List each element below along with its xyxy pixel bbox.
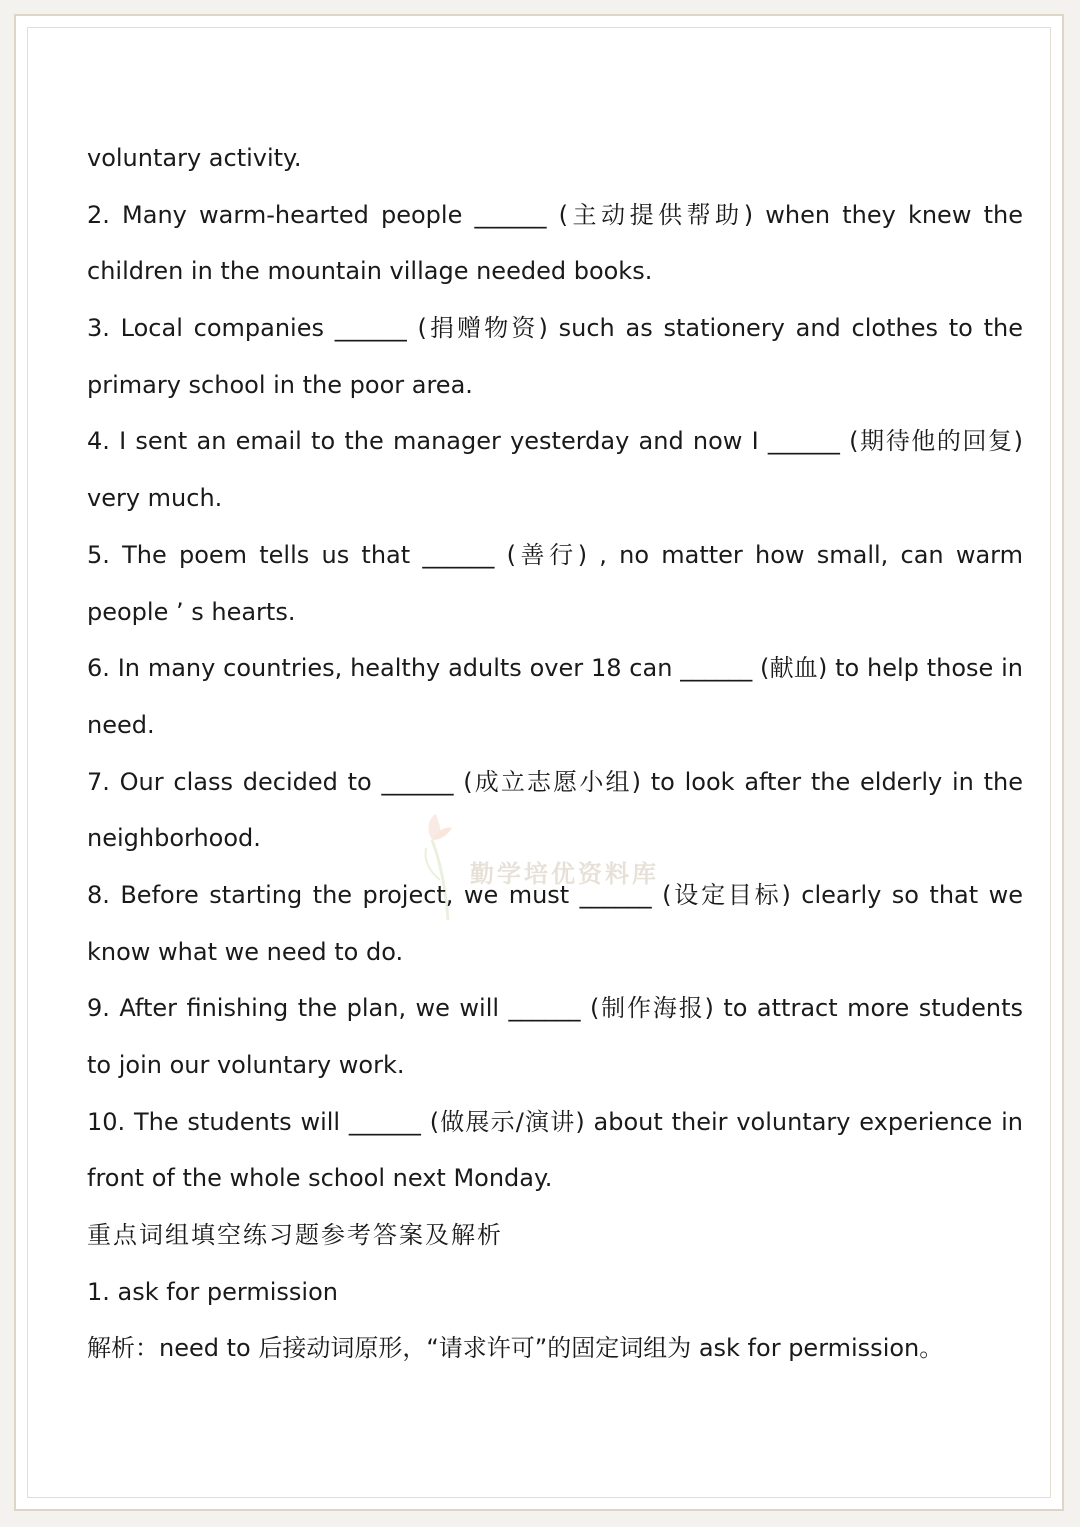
document-body <box>87 130 1023 1377</box>
text-line: 9. After finishing the plan, we will ______ (制作海报) to attract more students <box>87 994 1023 1023</box>
text-line: children in the mountain village needed books. <box>87 257 653 286</box>
answer-explanation: 解析：need to 后接动词原形，“请求许可”的固定词组为 ask for permission。 <box>87 1334 944 1363</box>
text-line: people ’ s hearts. <box>87 597 296 626</box>
text-line: know what we need to do. <box>87 937 404 966</box>
text-line: 8. Before starting the project, we must ______ (设定目标) clearly so that we <box>87 880 1023 909</box>
text-line: to join our voluntary work. <box>87 1051 405 1079</box>
text-line: 5. The poem tells us that ______ (善行) , no matter how small, can warm <box>87 540 1023 569</box>
text-line: voluntary activity. <box>87 144 302 172</box>
answer-item: 1. ask for permission <box>87 1277 338 1306</box>
text-line: 3. Local companies ______ (捐赠物资) such as stationery and clothes to the <box>87 314 1023 343</box>
text-line: primary school in the poor area. <box>87 370 473 399</box>
text-line: 6. In many countries, healthy adults over 18 can ______ (献血) to help those in <box>87 654 1023 683</box>
text-line: 4. I sent an email to the manager yesterday and now I ______ (期待他的回复) <box>87 427 1023 456</box>
answer-section-heading: 重点词组填空练习题参考答案及解析 <box>87 1221 503 1250</box>
text-line: neighborhood. <box>87 824 261 853</box>
text-line: 7. Our class decided to ______ (成立志愿小组) to look after the elderly in the <box>87 767 1023 796</box>
text-line: 2. Many warm-hearted people ______ (主动提供帮助) when they knew the <box>87 200 1023 229</box>
text-line: need. <box>87 710 155 739</box>
text-line: very much. <box>87 484 223 513</box>
text-line: 10. The students will ______ (做展示/演讲) about their voluntary experience in <box>87 1107 1023 1136</box>
text-line: front of the whole school next Monday. <box>87 1164 553 1193</box>
watermark-text: 勤学培优资料库 <box>470 859 659 888</box>
